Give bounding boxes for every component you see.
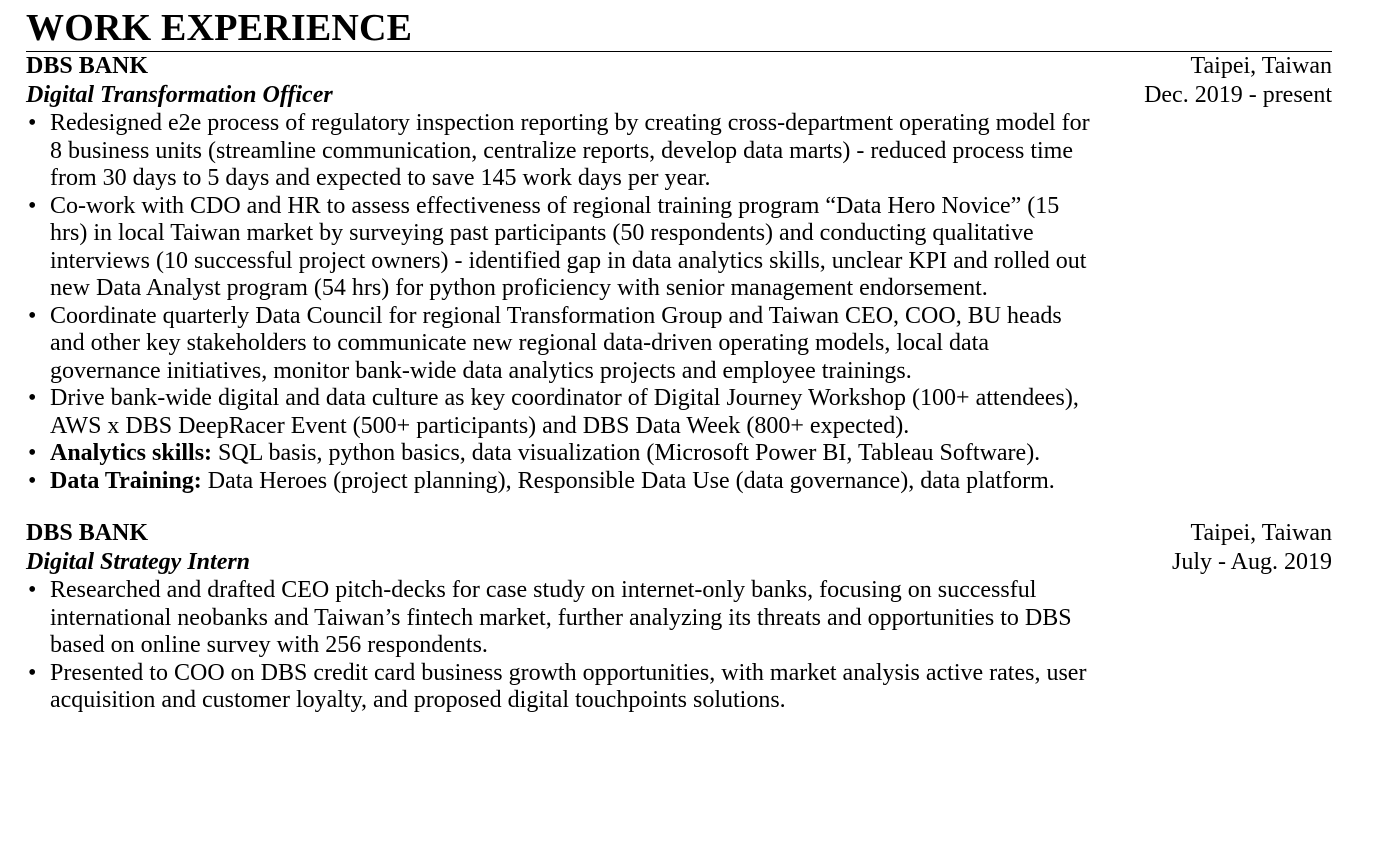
bullet-line: Presented to COO on DBS credit card business growth opportunities, with market analysis active rates, user bbox=[50, 659, 1087, 686]
bullet-item bbox=[26, 193, 1332, 303]
training-text: Data Heroes (project planning), Responsible Data Use (data governance), data platform. bbox=[201, 467, 1055, 494]
bullet-line: Coordinate quarterly Data Council for regional Transformation Group and Taiwan CEO, COO, BU heads bbox=[50, 302, 1062, 329]
bullet-line: 8 business units (streamline communication, centralize reports, develop data marts) - reduced process time bbox=[50, 137, 1073, 164]
job-entry-dbs-intern bbox=[26, 519, 1332, 715]
bullet-line bbox=[50, 468, 1332, 496]
bullet-item bbox=[26, 385, 1332, 440]
job-bullet-list bbox=[26, 577, 1332, 715]
company-name: DBS BANK bbox=[26, 520, 149, 546]
job-location: Taipei, Taiwan bbox=[1190, 520, 1332, 546]
bullet-icon: • bbox=[28, 659, 37, 686]
skills-text: SQL basis, python basics, data visualization (Microsoft Power BI, Tableau Software). bbox=[212, 440, 1041, 466]
bullet-line bbox=[50, 440, 1332, 468]
bullet-line: Drive bank-wide digital and data culture as key coordinator of Digital Journey Workshop (100+ attendees), bbox=[50, 385, 1079, 411]
job-role-row bbox=[26, 81, 1332, 110]
bullet-item bbox=[26, 577, 1332, 660]
skills-label: Analytics skills: bbox=[50, 440, 213, 466]
bullet-line: Redesigned e2e process of regulatory inspection reporting by creating cross-department operating model for bbox=[50, 110, 1090, 136]
bullet-line: based on online survey with 256 respondents. bbox=[50, 632, 488, 658]
bullet-line: hrs) in local Taiwan market by surveying past participants (50 respondents) and conducting qualitative bbox=[50, 220, 1034, 246]
bullet-item bbox=[26, 660, 1332, 715]
job-title: Digital Strategy Intern bbox=[26, 549, 251, 575]
bullet-line: AWS x DBS DeepRacer Event (500+ participants) and DBS Data Week (800+ expected). bbox=[50, 412, 910, 439]
bullet-icon: • bbox=[28, 110, 37, 136]
job-header-row bbox=[26, 519, 1332, 548]
bullet-line: acquisition and customer loyalty, and proposed digital touchpoints solutions. bbox=[50, 687, 786, 713]
bullet-icon: • bbox=[28, 440, 37, 466]
bullet-icon: • bbox=[28, 385, 37, 411]
bullet-line: interviews (10 successful project owners) - identified gap in data analytics skills, unclear KPI and rolled out bbox=[50, 247, 1087, 274]
job-role-row bbox=[26, 548, 1332, 577]
bullet-icon: • bbox=[28, 577, 37, 603]
bullet-item bbox=[26, 110, 1332, 193]
job-dates: July - Aug. 2019 bbox=[1171, 549, 1332, 575]
training-label: Data Training: bbox=[50, 467, 202, 494]
job-title: Digital Transformation Officer bbox=[26, 82, 333, 108]
job-header-row bbox=[26, 52, 1332, 81]
section-title: WORK EXPERIENCE bbox=[26, 7, 413, 49]
bullet-line: international neobanks and Taiwan’s fintech market, further analyzing its threats and opportunities to DBS bbox=[50, 604, 1072, 631]
bullet-item-training bbox=[26, 468, 1332, 496]
bullet-line: Co-work with CDO and HR to assess effectiveness of regional training program “Data Hero Novice” (15 bbox=[50, 192, 1060, 219]
bullet-line: new Data Analyst program (54 hrs) for python proficiency with senior management endorsement. bbox=[50, 275, 988, 301]
bullet-line: and other key stakeholders to communicate new regional data-driven operating models, local data bbox=[50, 330, 989, 356]
job-location: Taipei, Taiwan bbox=[1190, 53, 1332, 79]
job-bullet-list bbox=[26, 110, 1332, 495]
bullet-item-skills bbox=[26, 440, 1332, 468]
bullet-icon: • bbox=[28, 302, 37, 329]
bullet-icon: • bbox=[28, 192, 37, 219]
job-dates: Dec. 2019 - present bbox=[1144, 82, 1332, 108]
company-name: DBS BANK bbox=[26, 53, 149, 79]
resume-page bbox=[26, 0, 1332, 715]
bullet-line: from 30 days to 5 days and expected to save 145 work days per year. bbox=[50, 165, 711, 191]
bullet-line: Researched and drafted CEO pitch-decks for case study on internet-only banks, focusing on successful bbox=[50, 577, 1037, 603]
bullet-line: governance initiatives, monitor bank-wide data analytics projects and employee trainings. bbox=[50, 357, 912, 384]
job-entry-dbs-transformation bbox=[26, 52, 1332, 495]
bullet-item bbox=[26, 303, 1332, 386]
bullet-icon: • bbox=[28, 467, 37, 494]
